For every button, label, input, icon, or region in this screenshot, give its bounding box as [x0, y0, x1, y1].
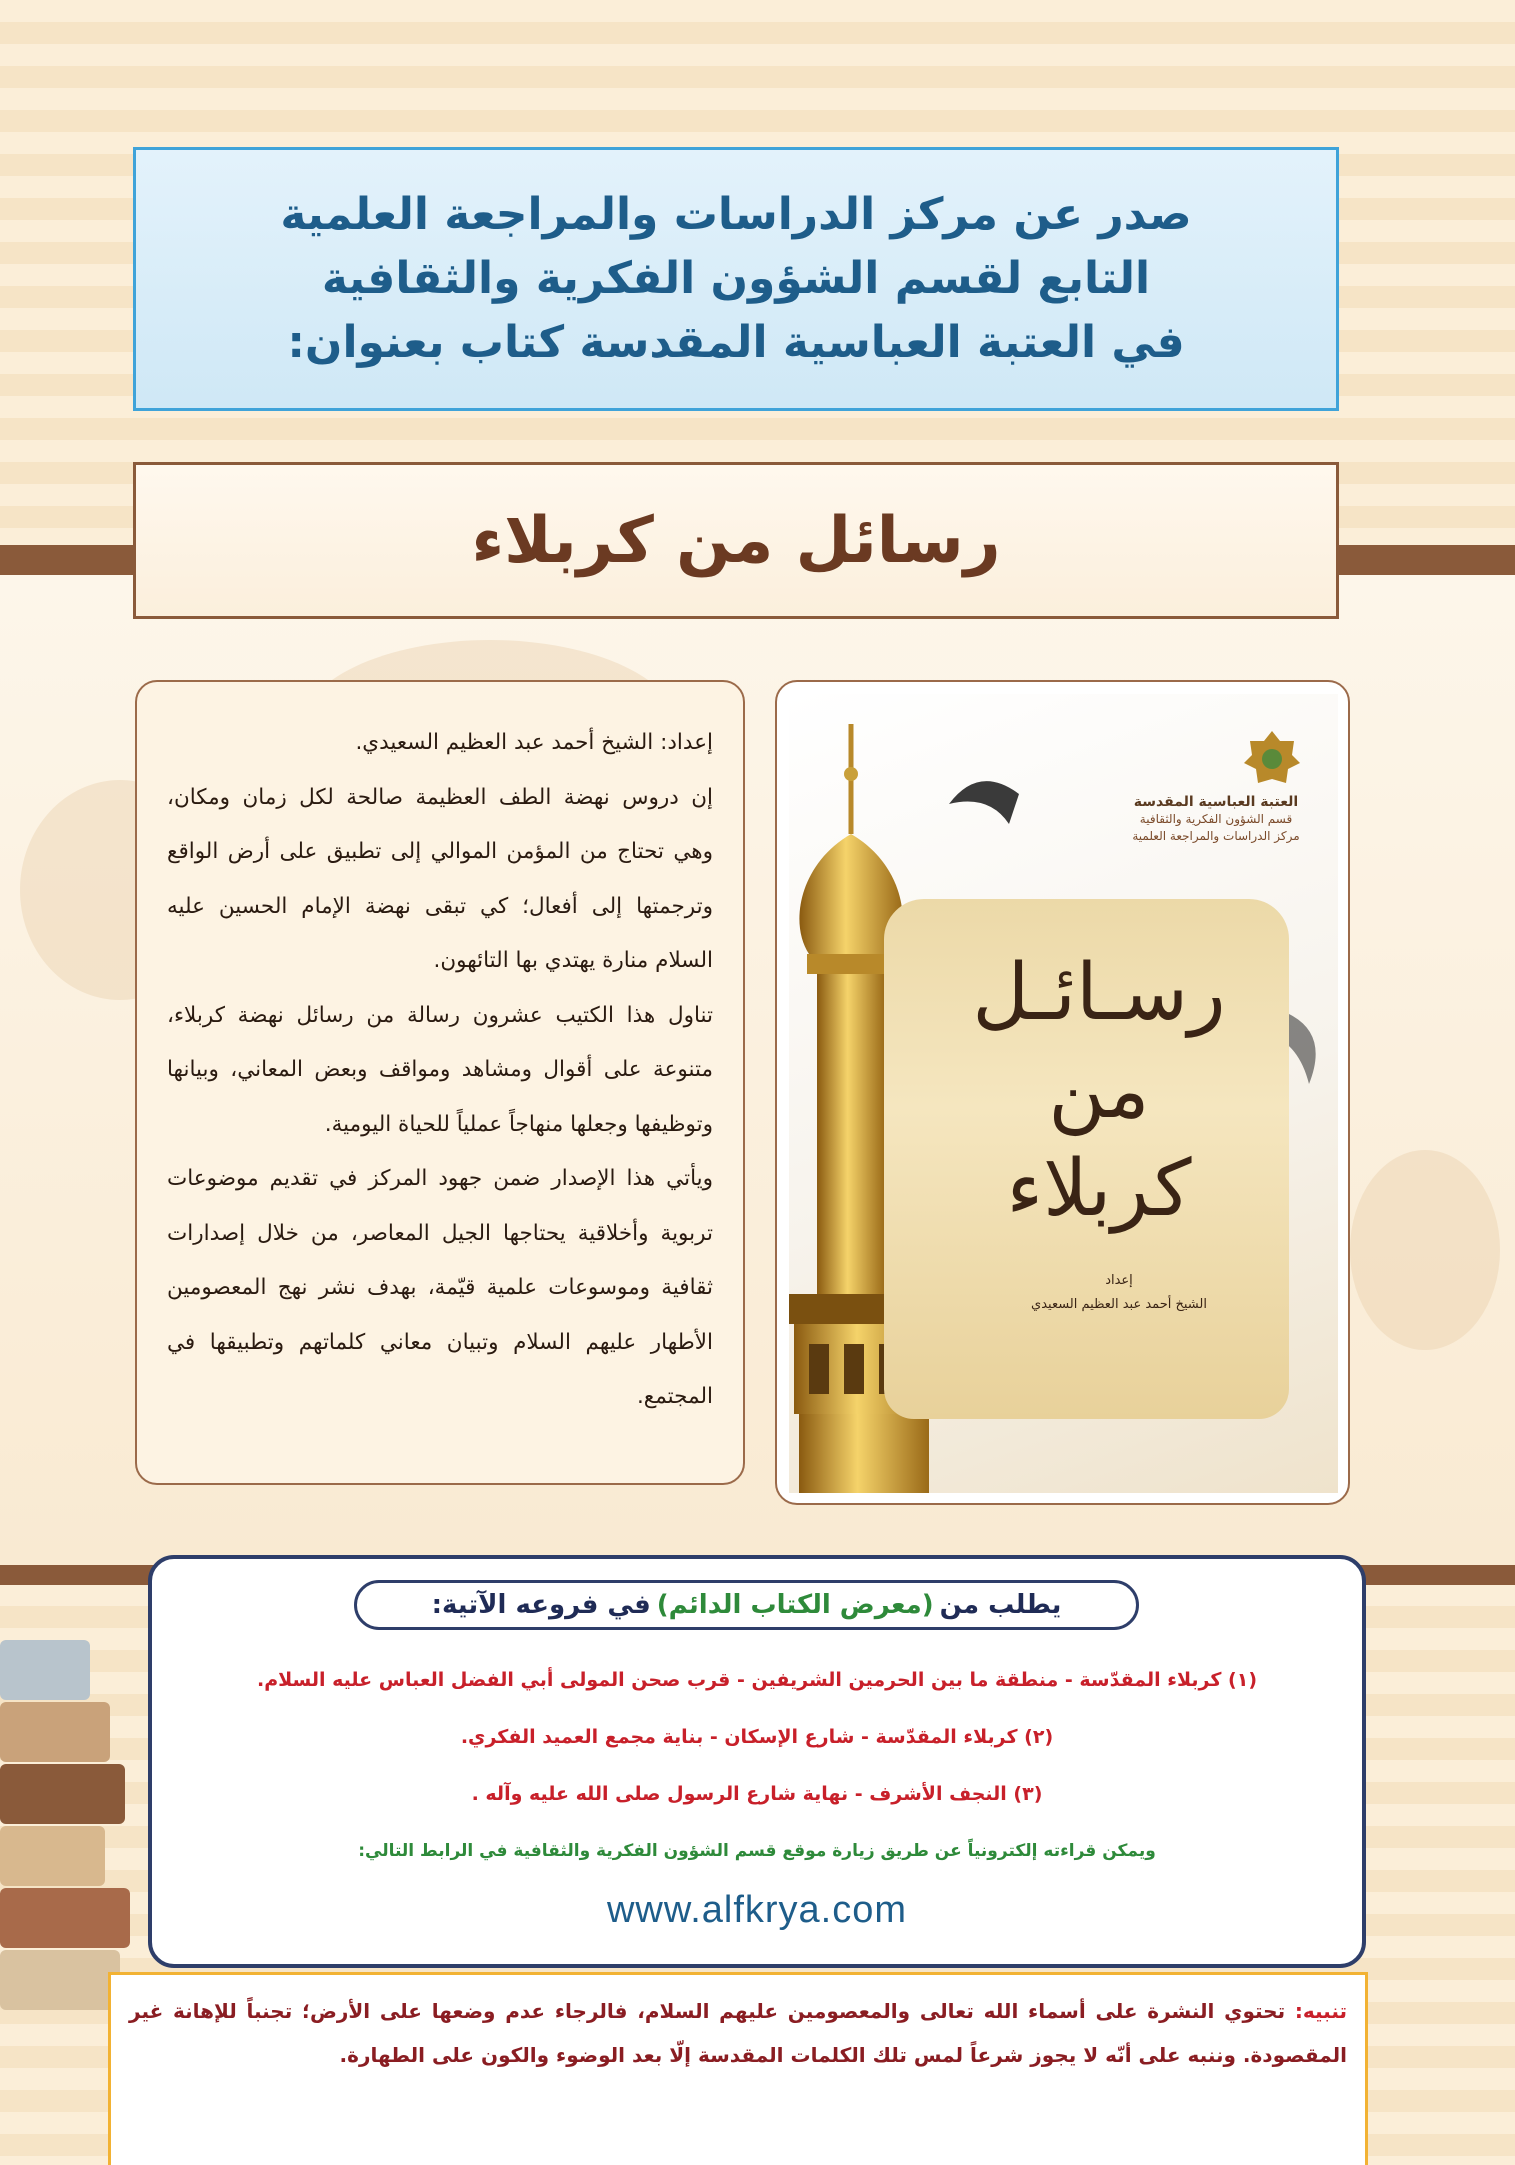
header-line-3: في العتبة العباسية المقدسة كتاب بعنوان: — [287, 317, 1185, 368]
description-paragraph: تناول هذا الكتيب عشرون رسالة من رسائل نهضة كربلاء، متنوعة على أقوال ومشاهد ومواقف وبعض المعاني، وبيانها وتوظيفها وجعلها منهاجاً عملياً للحياة اليومية. — [167, 1002, 713, 1137]
notice-box — [108, 1972, 1368, 2165]
header-box — [133, 147, 1339, 411]
header-line-2: التابع لقسم الشؤون الفكرية والثقافية — [321, 253, 1151, 304]
book-cover-card — [775, 680, 1350, 1505]
description-paragraph: ويأتي هذا الإصدار ضمن جهود المركز في تقديم موضوعات تربوية وأخلاقية يحتاجها الجيل المعاصر، من خلال إصدارات ثقافية وموسوعات علمية قيّمة، بهدف نشر نهج المعصومين الأطهار عليهم السلام وتبيان معاني كلماتهم وتطبيقها في المجتمع. — [167, 1166, 713, 1409]
title-box — [133, 462, 1339, 619]
online-reading-note: ويمكن قراءته إلكترونياً عن طريق زيارة موقع قسم الشؤون الفكرية والثقافية في الرابط التالي: — [358, 1841, 1156, 1861]
cover-organization: العتبة العباسية المقدسة قسم الشؤون الفكرية والثقافية مركز الدراسات والمراجعة العلمية — [1132, 794, 1300, 843]
author-line: إعداد: الشيخ أحمد عبد العظيم السعيدي. — [355, 730, 713, 755]
branch-item: (٢) كربلاء المقدّسة - شارع الإسكان - بناية مجمع العميد الفكري. — [460, 1726, 1054, 1748]
exhibition-name: (معرض الكتاب الدائم) — [656, 1590, 934, 1620]
website-link[interactable]: www.alfkrya.com — [606, 1889, 908, 1931]
description-card — [135, 680, 745, 1485]
branch-item: (١) كربلاء المقدّسة - منطقة ما بين الحرمين الشريفين - قرب صحن المولى أبي الفضل العباس عليه السلام. — [256, 1669, 1257, 1691]
notice-text — [129, 1989, 1347, 2077]
book-title: رسائل من كربلاء — [471, 503, 1001, 578]
ordering-heading: يطلب من (معرض الكتاب الدائم) في فروعه الآتية: — [354, 1580, 1139, 1630]
header-line-1: صدر عن مركز الدراسات والمراجعة العلمية — [280, 189, 1192, 240]
cover-title: رسـائـل من كربلاء — [972, 948, 1226, 1234]
branch-item: (٣) النجف الأشرف - نهاية شارع الرسول صلى الله عليه وآله . — [471, 1783, 1043, 1805]
notice-label: تنبيه: — [1294, 1999, 1347, 2023]
description-paragraph: إن دروس نهضة الطف العظيمة صالحة لكل زمان ومكان، وهي تحتاج من المؤمن الموالي إلى تطبيق على أرض الواقع وترجمتها إلى أفعال؛ كي تبقى نهضة الإمام الحسين عليه السلام منارة يهتدي بها التائهون. — [167, 784, 713, 973]
emblem-icon — [1242, 729, 1302, 789]
notice-body: تحتوي النشرة على أسماء الله تعالى والمعصومين عليهم السلام، فالرجاء عدم وضعها على الأرض؛ تجنباً للإهانة غير المقصودة. وننبه على أنّه لا يجوز شرعاً لمس تلك الكلمات المقدسة إلّا بعد الوضوء والكون على الطهارة. — [129, 1999, 1347, 2067]
map-decoration — [1350, 1150, 1500, 1350]
ordering-box — [148, 1555, 1366, 1968]
cover-author: إعداد الشيخ أحمد عبد العظيم السعيدي — [1031, 1273, 1207, 1312]
book-cover — [789, 694, 1338, 1493]
